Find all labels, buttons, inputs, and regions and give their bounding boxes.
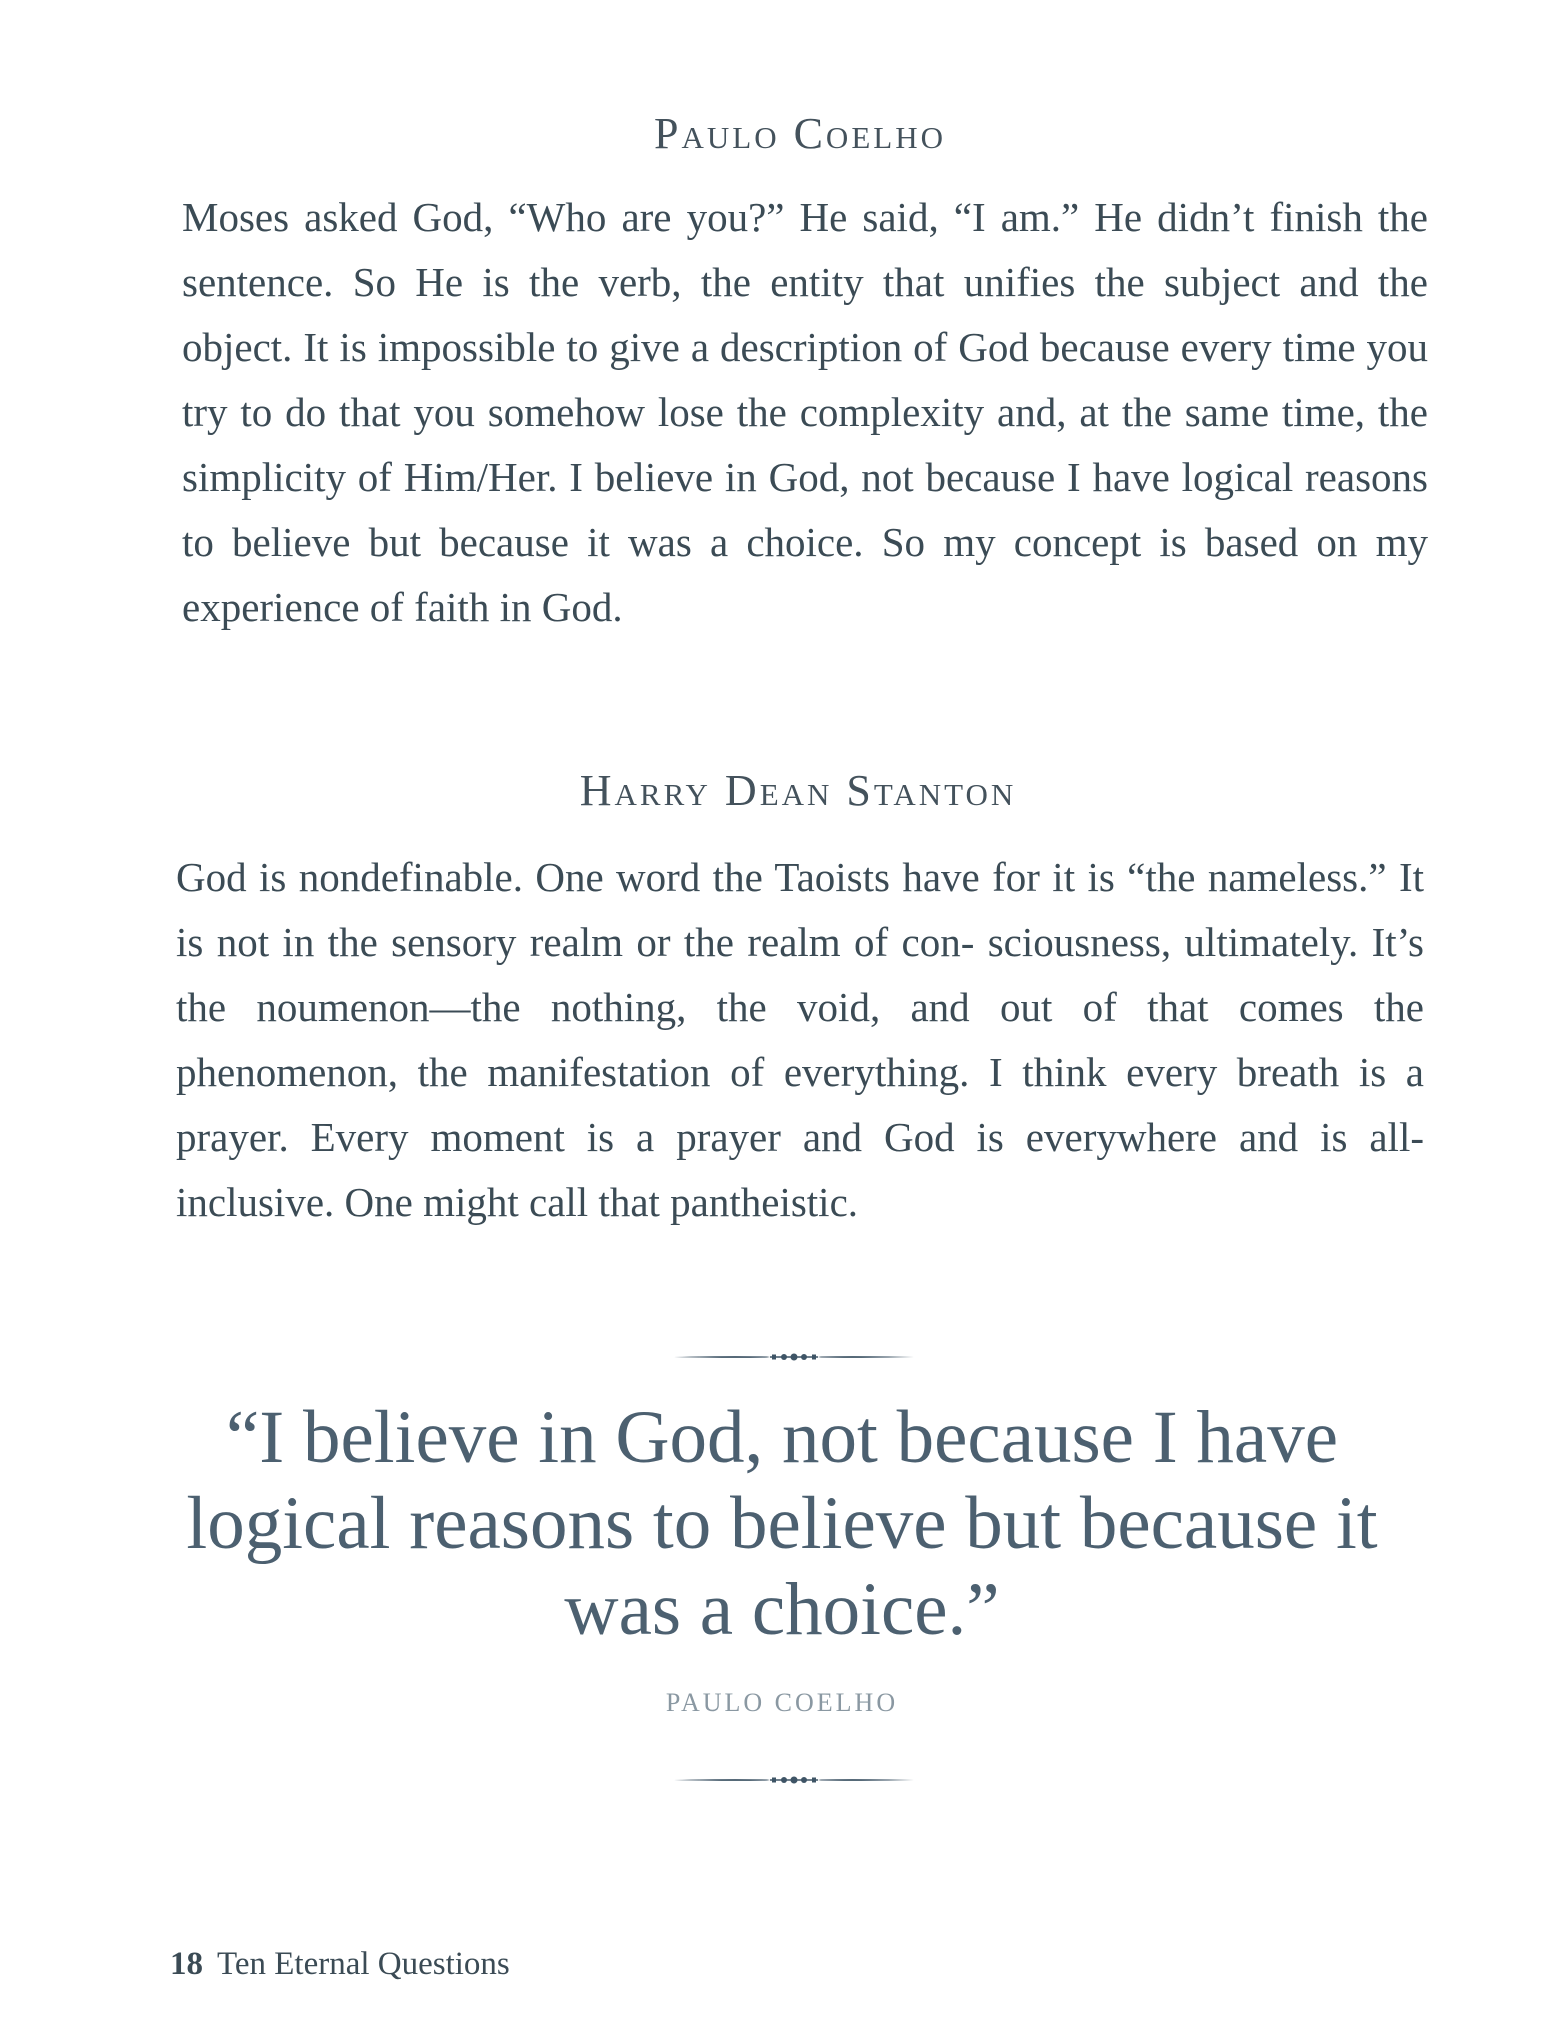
- page-number: 18: [170, 1946, 203, 1982]
- pull-quote-attribution: PAULO COELHO: [665, 1688, 899, 1717]
- running-title: Ten Eternal Questions: [217, 1946, 510, 1982]
- section-heading-paulo-coelho: Paulo Coelho: [654, 109, 946, 158]
- ornament-divider-bottom: [672, 1773, 916, 1787]
- page-footer: [170, 1946, 510, 1983]
- section-heading-harry-dean-stanton: Harry Dean Stanton: [579, 766, 1017, 815]
- section-text-paulo-coelho: Moses asked God, “Who are you?” He said, “I am.” He didn’t finish the sentence. So He is the verb, the entity that unifies the subject and the object. It is impossible to give a description of God because every time you try to do that you somehow lose the complexity and, at the same time, the simplicity of Him/Her. I believe in God, not because I have logical reasons to believe but because it was a choice. So my concept is based on my experience of faith in God.: [182, 194, 1428, 630]
- ornament-divider-top: [672, 1350, 916, 1364]
- pull-quote: “I believe in God, not because I have logical reasons to believe but because it was a choice.”: [186, 1396, 1378, 1651]
- section-text-harry-dean-stanton: God is nondefinable. One word the Taoists have for it is “the nameless.” It is not in the sensory realm or the realm of con- sciousness, ultimately. It’s the noumenon—the nothing, the void, and out of that comes the phenomenon, the manifestation of everything. I think every breath is a prayer. Every moment is a prayer and God is everywhere and is all-inclusive. One might call that pantheistic.: [176, 854, 1424, 1225]
